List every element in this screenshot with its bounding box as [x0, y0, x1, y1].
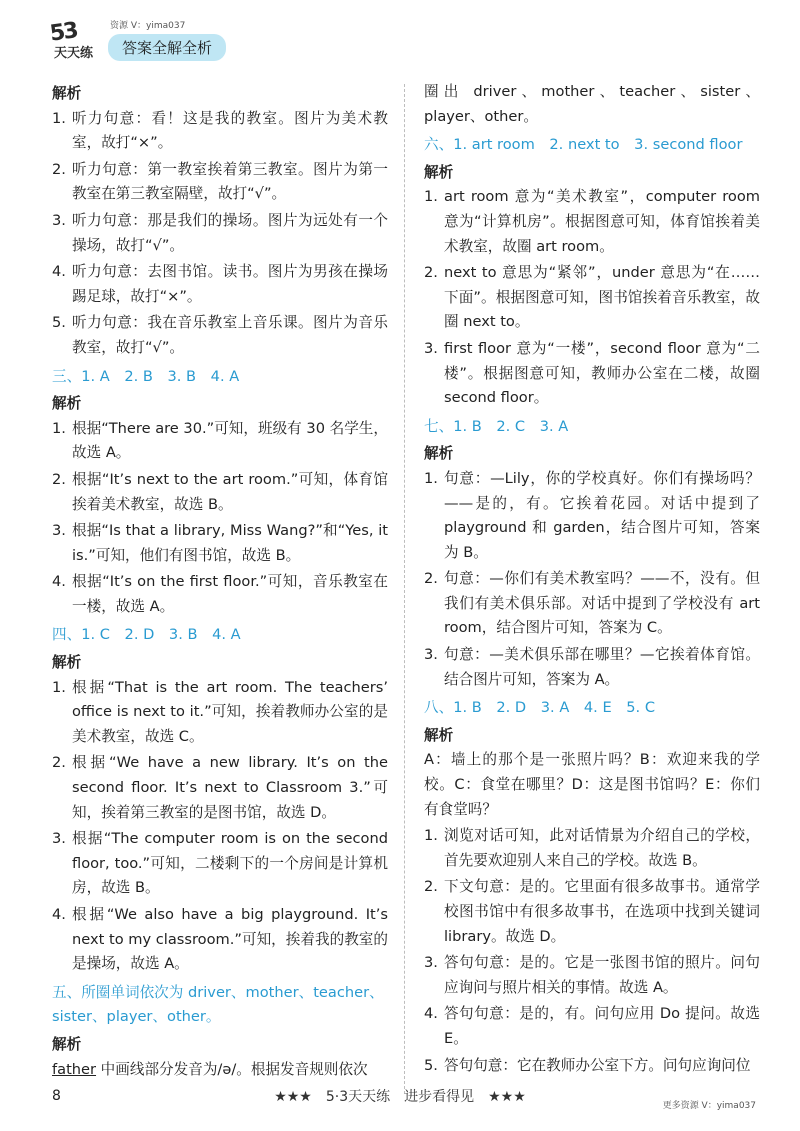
item-text: 根据“That is the art room. The teachers’ office is next to it.”可知，挨着教师办公室的是美术教室，故选 C。 [72, 678, 388, 745]
continued-text: 圈出 driver、mother、teacher、sister、player、other。 [424, 83, 760, 125]
item-text: 浏览对话可知，此对话情景为介绍自己的学校，首先要欢迎别人来自己的学校。故选 B。 [444, 827, 760, 869]
item-number: 4. [52, 263, 66, 281]
list-item [424, 1002, 760, 1051]
item-number: 3. [424, 954, 438, 972]
item-text: 答句句意：是的，有。问句应用 Do 提问。故选 E。 [444, 1005, 760, 1047]
item-text: next to 意思为“紧邻”，under 意思为“在……下面”。根据图意可知，图书馆挨着音乐教室，故圈 next to。 [444, 264, 760, 331]
list-item [52, 468, 388, 517]
list-item [424, 337, 760, 411]
item-number: 1. [424, 827, 438, 845]
item-text: art room 意为“美术教室”，computer room 意为“计算机房”。根据图意可知，体育馆挨着美术教室，故圈 art room。 [444, 188, 760, 255]
item-number: 1. [424, 188, 438, 206]
section-title: 解析 [52, 395, 82, 413]
list-item [52, 417, 388, 466]
item-text: 句意：—你们有美术教室吗？——不，没有。但我们有美术俱乐部。对话中提到了学校没有 art room，结合图片可知，答案为 C。 [444, 570, 760, 637]
answer-line-8: 八、1. B 2. D 3. A 4. E 5. C [424, 699, 656, 717]
item-number: 3. [424, 339, 438, 357]
item-text: first floor 意为“一楼”，second floor 意为“二楼”。根据图意可知，教师办公室在二楼，故圈 second floor。 [444, 339, 760, 407]
item-text: 听力句意：那是我们的操场。图片为远处有一个操场，故打“√”。 [72, 211, 388, 254]
item-number: 3. [424, 646, 438, 664]
list-item [52, 903, 388, 977]
item-text: 答句句意：它在教师办公室下方。问句应询问位 [444, 1056, 751, 1074]
item-number: 4. [52, 906, 66, 923]
item-number: 3. [52, 522, 66, 540]
item-text: 听力句意：看！这是我的教室。图片为美术教室，故打“×”。 [72, 109, 388, 152]
header-badge: 答案全解全析 [108, 34, 226, 61]
item-text: 下文句意：是的。它里面有很多故事书。通常学校图书馆中有很多故事书，在选项中找到关键词 library。故选 D。 [444, 878, 760, 945]
logo-main-text: 53 [48, 18, 79, 47]
answer-line-5: 五、所圈单词依次为 driver、mother、teacher、sister、player、other。 [52, 983, 384, 1026]
list-item [52, 209, 388, 258]
item-number: 2. [424, 878, 438, 896]
item-number: 3. [52, 211, 66, 229]
section-title: 解析 [424, 163, 454, 181]
underlined-word: father [52, 1060, 97, 1078]
list-item [424, 567, 760, 641]
phonics-explanation [52, 1058, 388, 1083]
item-number: 4. [52, 573, 66, 591]
item-text: 句意：—Lily，你的学校真好。你们有操场吗？——是的，有。它挨着花园。对话中提到了 playground 和 garden，结合图片可知，答案为 B。 [444, 469, 760, 561]
phonics-text: 中画线部分发音为/ə/。根据发音规则依次 [96, 1060, 368, 1078]
options-translation: A：墙上的那个是一张照片吗？B：欢迎来我的学校。C：食堂在哪里？D：这是图书馆吗？E：你们有食堂吗？ [424, 751, 760, 818]
list-item [52, 158, 388, 207]
item-text: 根据“There are 30.”可知，班级有 30 名学生，故选 A。 [72, 419, 388, 462]
list-item [52, 519, 388, 568]
column-divider [404, 84, 405, 1094]
list-item [52, 107, 388, 156]
item-number: 2. [424, 264, 438, 282]
answer-line-3: 三、1. A 2. B 3. B 4. A [52, 367, 240, 385]
section-title: 解析 [424, 726, 454, 744]
list-item [424, 875, 760, 949]
footer-watermark: 更多资源 V：yima037 [662, 1101, 756, 1111]
list-item [424, 824, 760, 873]
item-number: 2. [424, 570, 438, 588]
answer-line-6: 六、1. art room 2. next to 3. second floor [424, 136, 743, 154]
item-text: 听力句意：第一教室挨着第三教室。图片为第一教室在第三教室隔壁，故打“√”。 [72, 160, 388, 203]
item-number: 1. [424, 469, 438, 487]
item-number: 2. [52, 470, 66, 488]
item-number: 3. [52, 830, 66, 848]
item-text: 根据“The computer room is on the second floor, too.”可知，二楼剩下的一个房间是计算机房，故选 B。 [72, 830, 388, 897]
item-text: 根据“It’s next to the art room.”可知，体育馆挨着美术教室，故选 B。 [72, 470, 388, 513]
item-number: 1. [52, 419, 66, 437]
item-text: 根据“Is that a library, Miss Wang?”和“Yes, it is.”可知，他们有图书馆，故选 B。 [72, 522, 388, 564]
item-number: 1. [52, 109, 66, 127]
section-title: 解析 [424, 445, 454, 463]
page-number: 8 [52, 1088, 61, 1104]
item-number: 4. [424, 1005, 438, 1023]
list-item [52, 676, 388, 750]
logo-sub-text: 天天练 [54, 46, 94, 61]
item-text: 答句句意：是的。它是一张图书馆的照片。问句应询问与照片相关的事情。故选 A。 [444, 954, 760, 996]
item-text: 听力句意：我在音乐教室上音乐课。图片为音乐教室，故打“√”。 [72, 314, 388, 356]
item-text: 根据“We have a new library. It’s on the second floor. It’s next to Classroom 3.”可知，挨着第三教室的是图书馆，故选 D。 [72, 754, 388, 821]
item-number: 1. [52, 678, 66, 696]
list-item [52, 311, 388, 360]
item-number: 5. [52, 314, 66, 332]
item-text: 根据“It’s on the first floor.”可知，音乐教室在一楼，故选 A。 [72, 573, 388, 615]
item-number: 5. [424, 1056, 438, 1074]
list-item [424, 467, 760, 565]
section-title: 解析 [52, 1035, 82, 1053]
item-text: 听力句意：去图书馆。读书。图片为男孩在操场踢足球，故打“×”。 [72, 263, 388, 305]
item-number: 2. [52, 160, 66, 178]
list-item [52, 260, 388, 309]
list-item [52, 751, 388, 825]
list-item [52, 827, 388, 901]
section-title: 解析 [52, 654, 82, 672]
page-header [48, 10, 348, 60]
right-column [424, 80, 760, 1080]
header-watermark: 资源 V：yima037 [110, 21, 186, 31]
list-item [424, 185, 760, 259]
item-text: 句意：—美术俱乐部在哪里？—它挨着体育馆。结合图片可知，答案为 A。 [444, 646, 760, 688]
brand-logo [48, 14, 102, 61]
footer-slogan: ★★★ 5·3天天练 进步看得见 ★★★ [274, 1089, 526, 1105]
list-item [424, 951, 760, 1000]
section-title: 解析 [52, 85, 82, 102]
item-number: 2. [52, 754, 66, 772]
list-item [52, 570, 388, 619]
list-item [424, 643, 760, 692]
list-item [424, 261, 760, 335]
item-text: 根据“We also have a big playground. It’s next to my classroom.”可知，挨着我的教室的是操场，故选 A。 [72, 906, 388, 973]
answer-line-4: 四、1. C 2. D 3. B 4. A [52, 626, 241, 644]
answer-line-7: 七、1. B 2. C 3. A [424, 417, 569, 435]
left-column [52, 80, 388, 1084]
list-item [424, 1054, 760, 1079]
